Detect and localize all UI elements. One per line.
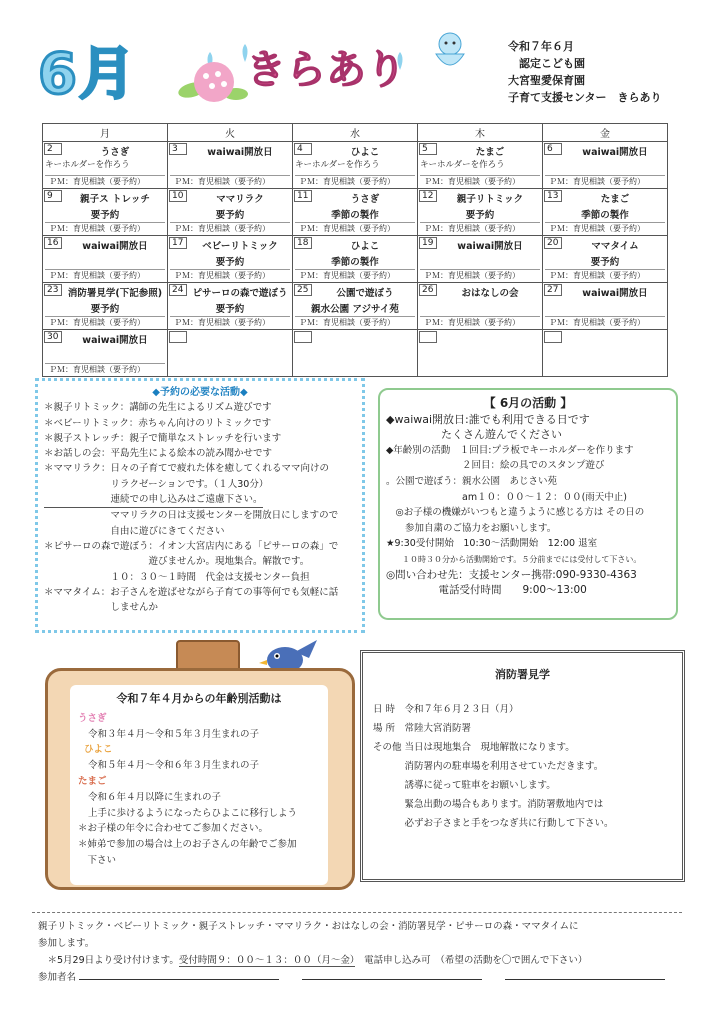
fire-line: 場 所 常陸大宮消防署: [373, 723, 472, 734]
calendar-day: [168, 330, 292, 376]
day-pm-consultation: ＰＭ：育児相談（要予約）: [45, 316, 165, 328]
age-group-desc: 令和６年４月以降に生まれの子: [88, 791, 222, 803]
calendar-day-cell: [418, 142, 543, 189]
day-number: 9: [44, 190, 62, 202]
day-note: 季節の製作: [331, 210, 379, 221]
day-pm-consultation: ＰＭ：育児相談（要予約）: [45, 175, 165, 187]
day-number: 5: [419, 143, 437, 155]
calendar-day: [293, 236, 417, 282]
calendar-week-row: [43, 330, 668, 377]
calendar-day: [418, 189, 542, 235]
calendar-day-cell: [293, 142, 418, 189]
calendar-day: [43, 189, 167, 235]
day-activity: waiwai開放日: [582, 288, 648, 299]
calendar-day-cell: [543, 330, 668, 377]
calendar-table: [42, 123, 668, 377]
day-note: 要予約: [90, 304, 120, 315]
age-note: ＊姉弟で参加の場合は上のお子さんの年齢でご参加: [78, 839, 297, 851]
weekday-header: 月: [43, 124, 168, 142]
day-number: 12: [419, 190, 437, 202]
age-group-name: ひよこ: [84, 744, 113, 756]
calendar-day-cell: [43, 189, 168, 236]
fire-line: 日 時 令和７年６月２３日（月）: [373, 704, 519, 715]
day-pm-consultation: ＰＭ：育児相談（要予約）: [420, 175, 540, 187]
day-note: 親水公園 アジサイ苑: [311, 304, 399, 315]
weekday-header: 木: [418, 124, 543, 142]
reservation-line: リラクゼーションです。（１人30分）: [44, 478, 269, 490]
day-activity: たまご: [475, 147, 505, 158]
calendar-day-cell: [543, 142, 668, 189]
day-pm-consultation: ＰＭ：育児相談（要予約）: [295, 222, 415, 234]
calendar-day-cell: [43, 283, 168, 330]
age-group-desc: 令和３年４月～令和５年３月生まれの子: [88, 728, 260, 740]
june-line: ２回目：絵の具でのスタンプ遊び: [386, 460, 605, 472]
footer-line: 親子リトミック・ベビーリトミック・親子ストレッチ・ママリラク・おはなしの会・消防署見学・ピサーロの森・ママタイムに: [38, 921, 579, 932]
calendar-day: [168, 142, 292, 188]
day-pm-consultation: ＰＭ：育児相談（要予約）: [420, 269, 540, 281]
application-slip: [38, 918, 678, 986]
june-line: 。公園で遊ぼう：親水公園 あじさい苑: [386, 475, 558, 487]
day-number: [169, 331, 187, 343]
day-activity: waiwai開放日: [207, 147, 273, 158]
reservation-line: ＊親子ストレッチ：親子で簡単なストレッチを行います: [44, 432, 282, 444]
fire-line: 緊急出動の場合もあります。消防署敷地内では: [373, 799, 604, 810]
reservation-line: ＊ベビーリトミック：赤ちゃん向けのリトミックです: [44, 417, 272, 429]
participant-name-label: 参加者名: [38, 972, 77, 983]
june-line: ◎お子様の機嫌がいつもと違うように感じる方は その日の: [386, 507, 645, 519]
june-line: １０時３０分から活動開始です。５分前までには受付して下さい。: [386, 554, 642, 564]
calendar-day-cell: [168, 236, 293, 283]
day-number: 4: [294, 143, 312, 155]
june-activities-box: [378, 388, 678, 620]
day-pm-consultation: ＰＭ：育児相談（要予約）: [295, 269, 415, 281]
fire-line: 必ずお子さまと手をつなぎ共に行動して下さい。: [373, 818, 614, 829]
day-number: 3: [169, 143, 187, 155]
day-number: 13: [544, 190, 562, 202]
day-number: 10: [169, 190, 187, 202]
day-activity: うさぎ: [100, 147, 130, 158]
day-activity: 親子ス トレッチ: [80, 194, 150, 205]
day-sub-activity: キーホルダーを作ろう: [295, 160, 380, 170]
fire-line: 誘導に従って駐車をお願いします。: [373, 780, 556, 791]
calendar-day: [43, 236, 167, 282]
calendar-day: [418, 330, 542, 376]
weekday-header: 水: [293, 124, 418, 142]
footer-text: ＊5月29日より受け付けます。: [38, 955, 179, 966]
reservation-line: ＊ママリラク：日々の子育てで疲れた体を癒してくれるママ向けの: [44, 463, 330, 475]
day-activity: 消防署見学(下記参照): [67, 288, 163, 299]
june-line: ◆waiwai開放日:誰でも利用できる日です: [386, 412, 590, 426]
day-number: 24: [169, 284, 187, 296]
day-note: 要予約: [90, 210, 120, 221]
day-note: 要予約: [590, 257, 620, 268]
calendar-day-cell: [168, 189, 293, 236]
calendar-day-cell: [418, 189, 543, 236]
calendar-day: [43, 142, 167, 188]
calendar-day-cell: [168, 142, 293, 189]
reservation-line: ＊お話しの会：平島先生による絵本の読み聞かせです: [44, 448, 273, 460]
cut-line: [32, 912, 682, 913]
day-pm-consultation: ＰＭ：育児相談（要予約）: [45, 269, 165, 281]
day-number: 27: [544, 284, 562, 296]
day-activity: ベビーリトミック: [202, 241, 278, 252]
calendar-day-cell: [543, 236, 668, 283]
reservation-heading: ◆予約の必要な活動◆: [152, 387, 248, 398]
day-note: 要予約: [215, 257, 245, 268]
day-pm-consultation: ＰＭ：育児相談（要予約）: [420, 316, 540, 328]
reservation-line: 遊びませんか。現地集合。解散です。: [44, 556, 310, 568]
calendar-day: [543, 236, 667, 282]
day-note: 季節の製作: [581, 210, 629, 221]
day-number: 17: [169, 237, 187, 249]
day-number: 30: [44, 331, 62, 343]
age-activities-paper: [70, 685, 328, 885]
reservation-line: 自由に遊びにきてください: [44, 525, 225, 537]
day-pm-consultation: ＰＭ：育児相談（要予約）: [170, 316, 290, 328]
footer-text: 電話申し込み可 （希望の活動を〇で囲んで下さい）: [354, 955, 588, 966]
day-activity: waiwai開放日: [82, 335, 148, 346]
org-line: 子育て支援センター きらあり: [508, 91, 662, 104]
calendar-day: [168, 236, 292, 282]
month-title: 6月: [38, 42, 137, 107]
age-group-desc: 令和５年４月～令和６年３月生まれの子: [88, 760, 260, 772]
calendar-day-cell: [43, 330, 168, 377]
reservation-line: しませんか: [44, 602, 159, 614]
day-pm-consultation: ＰＭ：育児相談（要予約）: [170, 222, 290, 234]
reservation-line: ＊ママタイム：お子さんを遊ばせながら子育ての事等何でも気軽に話: [44, 586, 339, 598]
day-sub-activity: キーホルダーを作ろう: [45, 160, 130, 170]
reservation-line: １０：３０～１時間 代金は支援センター負担: [44, 571, 310, 583]
participant-name-field[interactable]: [302, 979, 482, 980]
june-line: ◎問い合わせ先：支援センター携帯:090-9330-4363: [386, 568, 637, 581]
footer-hours: 受付時間９：００～１３：００（月～金）: [178, 955, 355, 966]
day-pm-consultation: ＰＭ：育児相談（要予約）: [170, 175, 290, 187]
weekday-header-row: [43, 124, 668, 142]
hydrangea-icon: [178, 60, 248, 108]
calendar-day-cell: [293, 283, 418, 330]
june-line: ★9:30受付開始 10:30～活動開始 12:00 退室: [386, 538, 598, 550]
day-number: 23: [44, 284, 62, 296]
calendar-day: [418, 283, 542, 329]
day-activity: ママタイム: [591, 241, 639, 252]
day-activity: 公園で遊ぼう: [336, 288, 394, 299]
day-pm-consultation: ＰＭ：育児相談（要予約）: [170, 269, 290, 281]
fire-heading: 消防署見学: [495, 668, 550, 681]
reservation-activities-box: [35, 378, 365, 633]
day-number: 16: [44, 237, 62, 249]
day-sub-activity: キーホルダーを作ろう: [420, 160, 505, 170]
calendar-week-row: [43, 142, 668, 189]
day-number: [294, 331, 312, 343]
day-note: 要予約: [465, 210, 495, 221]
calendar-day-cell: [543, 189, 668, 236]
age-note: 下さい: [78, 854, 117, 866]
calendar-day-cell: [418, 330, 543, 377]
participant-name-field[interactable]: [79, 979, 279, 980]
calendar-day-cell: [168, 283, 293, 330]
day-number: [419, 331, 437, 343]
calendar-week-row: [43, 283, 668, 330]
teru-teru-bozu-icon: [420, 28, 480, 78]
calendar-day-cell: [168, 330, 293, 377]
age-group-name: たまご: [78, 775, 107, 787]
calendar-day: [543, 330, 667, 376]
weekday-header: 金: [543, 124, 668, 142]
june-line: たくさん遊んでください: [386, 428, 562, 442]
day-number: 26: [419, 284, 437, 296]
june-heading: 【 6月の活動 】: [483, 396, 573, 410]
day-activity: ママリラク: [216, 194, 264, 205]
calendar-week-row: [43, 189, 668, 236]
day-pm-consultation: ＰＭ：育児相談（要予約）: [420, 222, 540, 234]
calendar-day: [418, 142, 542, 188]
day-pm-consultation: ＰＭ：育児相談（要予約）: [545, 269, 665, 281]
day-pm-consultation: ＰＭ：育児相談（要予約）: [545, 222, 665, 234]
day-number: 11: [294, 190, 312, 202]
calendar-day: [293, 330, 417, 376]
day-activity: ひよこ: [350, 147, 380, 158]
day-activity: ひよこ: [350, 241, 380, 252]
fire-line: 消防署内の駐車場を利用させていただきます。: [373, 761, 604, 772]
calendar-day: [43, 283, 167, 329]
calendar-day: [543, 142, 667, 188]
day-activity: おはなしの会: [461, 288, 519, 299]
center-title: きらあり: [246, 47, 406, 93]
day-number: 6: [544, 143, 562, 155]
calendar-day-cell: [43, 236, 168, 283]
age-note: ＊お子様の年令に合わせてご参加ください。: [78, 823, 269, 835]
reservation-line: ＊ピサーロの森で遊ぼう：イオン大宮店内にある「ピサーロの森」で: [44, 540, 339, 552]
day-number: 2: [44, 143, 62, 155]
calendar-day: [168, 189, 292, 235]
calendar-day: [293, 189, 417, 235]
reservation-line: ＊親子リトミック：講師の先生によるリズム遊びです: [44, 402, 272, 414]
calendar-day-cell: [418, 283, 543, 330]
reservation-line: ママリラクの日は支援センターを開放日にしますので: [44, 510, 339, 522]
fire-station-visit-box: [360, 650, 685, 882]
day-pm-consultation: ＰＭ：育児相談（要予約）: [295, 175, 415, 187]
calendar-day-cell: [293, 236, 418, 283]
day-activity: ピサーロの森で遊ぼう: [192, 288, 288, 299]
day-activity: 親子リトミック: [456, 194, 524, 205]
footer-line: 参加します。: [38, 938, 95, 949]
day-note: 要予約: [215, 210, 245, 221]
calendar-day: [418, 236, 542, 282]
calendar-day: [543, 283, 667, 329]
org-line: 大宮聖愛保育園: [508, 74, 585, 87]
june-line: am１０：００～１２：００(雨天中止): [386, 491, 627, 503]
day-activity: waiwai開放日: [82, 241, 148, 252]
day-pm-consultation: ＰＭ：育児相談（要予約）: [545, 175, 665, 187]
calendar-day-cell: [543, 283, 668, 330]
participant-name-field[interactable]: [505, 979, 665, 980]
fire-line: その他 当日は現地集合 現地解散になります。: [373, 742, 575, 753]
calendar-day-cell: [293, 330, 418, 377]
calendar-day: [293, 283, 417, 329]
day-activity: うさぎ: [350, 194, 380, 205]
june-line: ◆年齢別の活動 １回目:プラ板でキーホルダーを作ります: [386, 444, 634, 456]
calendar-day-cell: [43, 142, 168, 189]
day-number: 18: [294, 237, 312, 249]
age-group-name: うさぎ: [78, 712, 107, 724]
calendar-day: [543, 189, 667, 235]
day-note: 季節の製作: [331, 257, 379, 268]
participant-name-row: [38, 969, 678, 986]
calendar-day: [293, 142, 417, 188]
day-note: 要予約: [215, 304, 245, 315]
june-line: 参加自粛のご協力をお願いします。: [386, 522, 557, 534]
calendar-day: [168, 283, 292, 329]
org-line: 令和７年６月: [508, 40, 574, 53]
day-number: 25: [294, 284, 312, 296]
calendar-day-cell: [293, 189, 418, 236]
calendar-day: [43, 330, 167, 376]
organization-info: [508, 38, 662, 106]
org-line: 認定こども園: [508, 57, 585, 70]
reservation-line: 連続での申し込みはご遠慮下さい。: [44, 492, 263, 508]
day-pm-consultation: ＰＭ：育児相談（要予約）: [545, 316, 665, 328]
day-pm-consultation: ＰＭ：育児相談（要予約）: [45, 222, 165, 234]
day-activity: waiwai開放日: [582, 147, 648, 158]
age-heading: 令和７年４月からの年齢別活動は: [116, 692, 282, 705]
day-pm-consultation: ＰＭ：育児相談（要予約）: [45, 363, 165, 375]
weekday-header: 火: [168, 124, 293, 142]
day-number: 20: [544, 237, 562, 249]
day-number: 19: [419, 237, 437, 249]
day-activity: たまご: [600, 194, 630, 205]
footer-deadline: [38, 952, 678, 969]
calendar-week-row: [43, 236, 668, 283]
day-activity: waiwai開放日: [457, 241, 523, 252]
day-pm-consultation: ＰＭ：育児相談（要予約）: [295, 316, 415, 328]
day-number: [544, 331, 562, 343]
june-line: 電話受付時間 9:00～13:00: [386, 584, 587, 597]
calendar-day-cell: [418, 236, 543, 283]
age-note: 上手に歩けるようになったらひよこに移行しよう: [88, 807, 298, 819]
